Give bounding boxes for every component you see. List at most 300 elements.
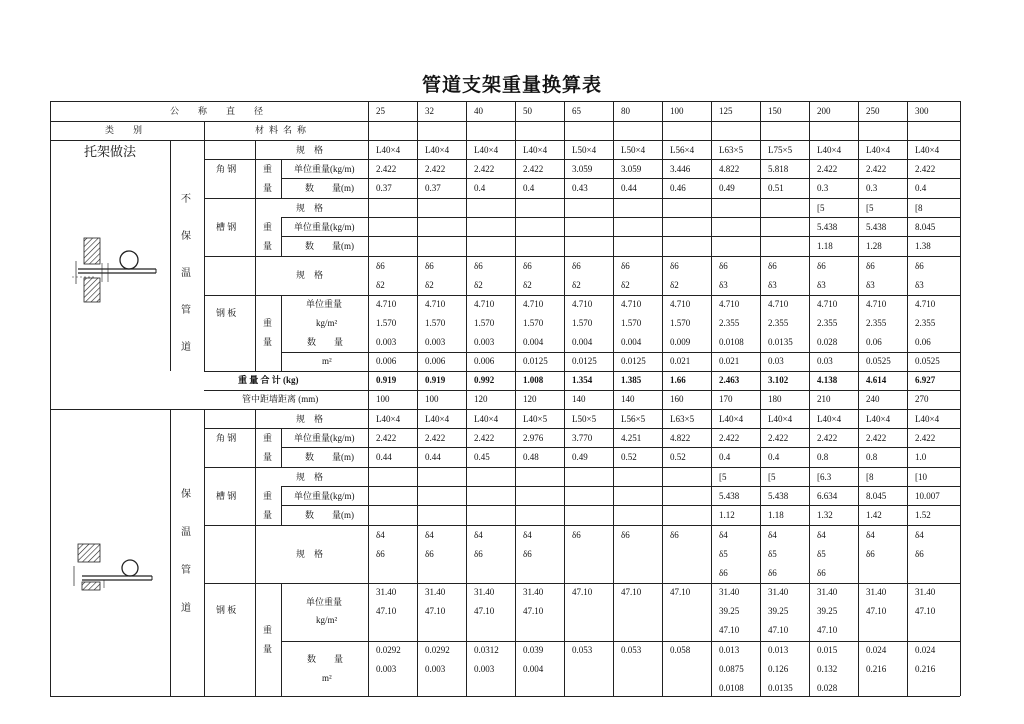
plate-unit-weight-cell: 2.355	[866, 318, 887, 328]
plate-unit-weight-cell: 4.710	[719, 299, 740, 309]
grid-line-vertical	[417, 101, 418, 696]
plate-spec-cell: δ6	[768, 568, 777, 578]
angle-quantity-cell: 0.8	[866, 452, 878, 462]
angle-quantity-cell: 0.49	[572, 452, 588, 462]
grid-line-vertical	[255, 409, 256, 696]
plate-spec-cell: δ6	[474, 549, 483, 559]
plate-quantity-cell: 0.003	[425, 337, 446, 347]
diameter-cell: 250	[866, 106, 880, 116]
weight-char: 量	[263, 241, 273, 251]
channel-quantity-cell: 1.28	[866, 241, 882, 251]
angle-unit-weight-cell: 2.422	[474, 164, 495, 174]
total-weight-cell: 0.992	[474, 375, 495, 385]
plate-spec-cell: δ6	[866, 261, 875, 271]
grid-line-vertical	[564, 101, 565, 696]
plate-quantity-cell: 0.0292	[425, 645, 450, 655]
plate-spec-cell: δ6	[425, 549, 434, 559]
uninsulated-bracket-drawing	[68, 234, 160, 306]
angle-quantity-cell: 0.37	[376, 183, 392, 193]
grid-line-vertical	[170, 409, 171, 696]
angle-unit-weight-cell: 2.422	[817, 433, 838, 443]
angle-quantity-cell: 0.44	[621, 183, 637, 193]
plate-spec-cell: δ4	[915, 530, 924, 540]
grid-line-horizontal	[204, 390, 960, 391]
plate-spec-cell: δ3	[817, 280, 826, 290]
angle-steel-label-1: 角 钢	[216, 164, 237, 174]
grid-line-vertical	[281, 159, 282, 198]
diameter-cell: 150	[768, 106, 782, 116]
plate-quantity-cell: 0.028	[817, 337, 838, 347]
channel-quantity-cell: 1.18	[768, 510, 784, 520]
plate-quantity-cell: 0.024	[915, 645, 936, 655]
grid-line-vertical	[613, 101, 614, 696]
plate-spec-cell: δ6	[572, 261, 581, 271]
plate-quantity-cell: 0.0135	[768, 337, 793, 347]
plate-quantity-cell: 0.003	[474, 664, 495, 674]
unit-weight-label: 单位重量(kg/m)	[294, 222, 355, 232]
grid-line-vertical	[50, 101, 51, 696]
channel-spec-cell: [5	[768, 472, 776, 482]
wall-distance-cell: 180	[768, 394, 782, 404]
plate-quantity-cell: 0.004	[621, 337, 642, 347]
angle-spec-cell: L40×4	[425, 145, 450, 155]
plate-quantity-cell: 0.028	[817, 683, 838, 693]
plate-spec-cell: δ6	[817, 261, 826, 271]
channel-steel-label-1: 槽 钢	[216, 222, 237, 232]
wall-distance-cell: 120	[474, 394, 488, 404]
angle-quantity-cell: 1.0	[915, 452, 927, 462]
angle-quantity-cell: 0.44	[425, 452, 441, 462]
plate-unit-weight-cell: 47.10	[474, 606, 495, 616]
angle-quantity-cell: 0.3	[817, 183, 829, 193]
wall-distance-cell: 240	[866, 394, 880, 404]
angle-steel-label-2: 角 钢	[216, 433, 237, 443]
diameter-cell: 50	[523, 106, 532, 116]
plate-spec-cell: δ5	[768, 549, 777, 559]
plate-unit-weight-cell: 47.10	[621, 587, 642, 597]
plate-unit-weight-cell: 1.570	[376, 318, 397, 328]
channel-quantity-cell: 1.42	[866, 510, 882, 520]
angle-unit-weight-cell: 4.251	[621, 433, 642, 443]
wall-distance-cell: 210	[817, 394, 831, 404]
angle-spec-cell: L63×5	[719, 145, 744, 155]
grid-line-horizontal	[204, 159, 960, 160]
diameter-cell: 125	[719, 106, 733, 116]
angle-spec-cell: L40×4	[768, 414, 793, 424]
diameter-cell: 40	[474, 106, 483, 116]
plate-unit-weight-cell: 4.710	[817, 299, 838, 309]
plate-spec-cell: δ2	[376, 280, 385, 290]
plate-quantity-cell: 0.0875	[719, 664, 744, 674]
channel-steel-label-2: 槽 钢	[216, 491, 237, 501]
plate-unit-weight-cell: 31.40	[523, 587, 544, 597]
angle-unit-weight-cell: 5.818	[768, 164, 789, 174]
plate-quantity-cell: 0.013	[768, 645, 789, 655]
plate-spec-cell: δ6	[670, 530, 679, 540]
spec-label: 规 格	[296, 145, 324, 155]
angle-quantity-cell: 0.4	[915, 183, 927, 193]
plate-quantity-cell: 0.021	[670, 356, 691, 366]
angle-spec-cell: L40×4	[866, 145, 891, 155]
angle-spec-cell: L40×5	[523, 414, 548, 424]
angle-spec-cell: L40×4	[376, 145, 401, 155]
diameter-cell: 32	[425, 106, 434, 116]
plate-unit-weight-cell: 1.570	[523, 318, 544, 328]
wall-distance-cell: 100	[376, 394, 390, 404]
plate-quantity-cell: 0.0108	[719, 337, 744, 347]
angle-spec-cell: L40×4	[915, 414, 940, 424]
plate-spec-cell: δ4	[817, 530, 826, 540]
unit-weight-label: 单位重量(kg/m)	[294, 433, 355, 443]
plate-quantity-cell: 0.0125	[523, 356, 548, 366]
total-weight-cell: 4.614	[866, 375, 887, 385]
grid-line-vertical	[662, 101, 663, 696]
plate-spec-cell: δ2	[670, 280, 679, 290]
unit-label: kg/m²	[316, 318, 338, 328]
grid-line-vertical	[858, 101, 859, 696]
plate-unit-weight-cell: 31.40	[425, 587, 446, 597]
weight-char: 量	[263, 337, 273, 347]
plate-unit-weight-cell: 2.355	[768, 318, 789, 328]
angle-unit-weight-cell: 2.422	[719, 433, 740, 443]
angle-unit-weight-cell: 2.422	[474, 433, 495, 443]
plate-spec-cell: δ6	[621, 261, 630, 271]
plate-quantity-cell: 0.004	[572, 337, 593, 347]
plate-quantity-cell: 0.021	[719, 356, 740, 366]
plate-spec-cell: δ5	[719, 549, 728, 559]
channel-spec-cell: [5	[866, 203, 874, 213]
weight-char: 重	[263, 433, 273, 443]
plate-quantity-cell: 0.058	[670, 645, 691, 655]
angle-quantity-cell: 0.4	[719, 452, 731, 462]
plate-unit-weight-cell: 31.40	[817, 587, 838, 597]
plate-unit-weight-cell: 47.10	[719, 625, 740, 635]
plate-quantity-cell: 0.0292	[376, 645, 401, 655]
channel-unit-weight-cell: 6.634	[817, 491, 838, 501]
wall-distance-cell: 140	[621, 394, 635, 404]
nominal-diameter-label: 公 称 直 径	[170, 106, 269, 116]
plate-quantity-cell: 0.0125	[572, 356, 597, 366]
weight-char: 量	[263, 183, 273, 193]
plate-spec-cell: δ4	[523, 530, 532, 540]
channel-quantity-cell: 1.32	[817, 510, 833, 520]
grid-line-horizontal	[204, 371, 960, 372]
grid-line-vertical	[515, 101, 516, 696]
plate-quantity-cell: 0.015	[817, 645, 838, 655]
angle-quantity-cell: 0.43	[572, 183, 588, 193]
plate-spec-cell: δ4	[866, 530, 875, 540]
plate-spec-cell: δ4	[768, 530, 777, 540]
angle-unit-weight-cell: 3.059	[572, 164, 593, 174]
grid-line-horizontal	[50, 696, 960, 697]
plate-unit-weight-cell: 4.710	[670, 299, 691, 309]
plate-unit-weight-cell: 31.40	[866, 587, 887, 597]
angle-spec-cell: L40×4	[425, 414, 450, 424]
angle-unit-weight-cell: 2.422	[915, 164, 936, 174]
channel-spec-cell: [8	[915, 203, 923, 213]
plate-spec-cell: δ6	[915, 549, 924, 559]
weight-char: 量	[263, 510, 273, 520]
grid-line-vertical	[204, 121, 205, 371]
grid-line-vertical	[760, 101, 761, 696]
plate-quantity-cell: 0.132	[817, 664, 838, 674]
weight-char: 重	[263, 491, 273, 501]
diameter-cell: 200	[817, 106, 831, 116]
angle-spec-cell: L40×4	[474, 145, 499, 155]
plate-unit-weight-cell: 1.570	[425, 318, 446, 328]
diameter-cell: 80	[621, 106, 630, 116]
plate-spec-cell: δ2	[425, 280, 434, 290]
plate-unit-weight-cell: 1.570	[474, 318, 495, 328]
spec-label: 规 格	[296, 270, 324, 280]
plate-spec-cell: δ6	[768, 261, 777, 271]
angle-quantity-cell: 0.37	[425, 183, 441, 193]
plate-unit-weight-cell: 39.25	[768, 606, 789, 616]
plate-spec-cell: δ6	[523, 261, 532, 271]
channel-unit-weight-cell: 5.438	[866, 222, 887, 232]
plate-quantity-cell: 0.0135	[768, 683, 793, 693]
unit-label: m²	[322, 356, 332, 366]
plate-spec-cell: δ6	[376, 261, 385, 271]
section-uninsulated-label: 不 保 温 管 道	[181, 194, 191, 353]
angle-quantity-cell: 0.46	[670, 183, 686, 193]
channel-quantity-cell: 1.52	[915, 510, 931, 520]
grid-line-vertical	[281, 217, 282, 256]
angle-unit-weight-cell: 2.422	[866, 433, 887, 443]
angle-unit-weight-cell: 2.422	[425, 433, 446, 443]
angle-spec-cell: L50×4	[572, 145, 597, 155]
plate-unit-weight-cell: 47.10	[670, 587, 691, 597]
steel-plate-label-2: 钢 板	[216, 605, 237, 615]
wall-distance-cell: 170	[719, 394, 733, 404]
diameter-cell: 100	[670, 106, 684, 116]
grid-line-horizontal	[50, 140, 960, 141]
angle-unit-weight-cell: 4.822	[719, 164, 740, 174]
plate-unit-weight-cell: 4.710	[768, 299, 789, 309]
wall-distance-cell: 120	[523, 394, 537, 404]
weight-char: 重	[263, 222, 273, 232]
plate-unit-weight-cell: 4.710	[523, 299, 544, 309]
grid-line-horizontal	[204, 295, 960, 296]
plate-spec-cell: δ2	[572, 280, 581, 290]
angle-spec-cell: L50×5	[572, 414, 597, 424]
plate-spec-cell: δ6	[866, 549, 875, 559]
plate-unit-weight-cell: 1.570	[670, 318, 691, 328]
angle-quantity-cell: 0.4	[474, 183, 486, 193]
grid-line-vertical	[809, 101, 810, 696]
angle-spec-cell: L63×5	[670, 414, 695, 424]
page-title: 管道支架重量换算表	[421, 74, 602, 96]
support-method-label: 托架做法	[84, 145, 137, 160]
wall-distance-cell: 270	[915, 394, 929, 404]
grid-line-horizontal	[50, 409, 960, 410]
plate-quantity-cell: 0.009	[670, 337, 691, 347]
channel-unit-weight-cell: 5.438	[817, 222, 838, 232]
grid-line-vertical	[907, 101, 908, 696]
channel-spec-cell: [10	[915, 472, 927, 482]
plate-unit-weight-cell: 47.10	[572, 587, 593, 597]
plate-quantity-cell: 0.126	[768, 664, 789, 674]
angle-spec-cell: L40×4	[915, 145, 940, 155]
wall-distance-cell: 160	[670, 394, 684, 404]
plate-spec-cell: δ3	[915, 280, 924, 290]
plate-unit-weight-cell: 47.10	[768, 625, 789, 635]
total-weight-cell: 1.66	[670, 375, 686, 385]
grid-line-horizontal	[204, 525, 960, 526]
plate-spec-cell: δ6	[523, 549, 532, 559]
plate-unit-weight-cell: 47.10	[817, 625, 838, 635]
plate-unit-weight-cell: 1.570	[572, 318, 593, 328]
plate-quantity-cell: 0.006	[474, 356, 495, 366]
weight-char: 量	[263, 644, 273, 654]
angle-unit-weight-cell: 3.446	[670, 164, 691, 174]
plate-quantity-cell: 0.039	[523, 645, 544, 655]
total-weight-cell: 6.927	[915, 375, 936, 385]
plate-spec-cell: δ6	[670, 261, 679, 271]
angle-spec-cell: L40×4	[866, 414, 891, 424]
plate-unit-weight-cell: 4.710	[572, 299, 593, 309]
diameter-cell: 300	[915, 106, 929, 116]
angle-quantity-cell: 0.52	[621, 452, 637, 462]
unit-weight-label: 单位重量	[306, 299, 343, 309]
quantity-label: 数 量(m)	[305, 452, 354, 462]
angle-unit-weight-cell: 2.422	[817, 164, 838, 174]
angle-unit-weight-cell: 2.422	[523, 164, 544, 174]
grid-line-horizontal	[50, 121, 960, 122]
plate-quantity-cell: 0.003	[376, 664, 397, 674]
grid-line-vertical	[281, 295, 282, 371]
spec-label: 规 格	[296, 203, 324, 213]
angle-quantity-cell: 0.4	[523, 183, 535, 193]
plate-spec-cell: δ6	[621, 530, 630, 540]
plate-quantity-cell: 0.003	[425, 664, 446, 674]
plate-quantity-cell: 0.024	[866, 645, 887, 655]
plate-unit-weight-cell: 4.710	[915, 299, 936, 309]
plate-spec-cell: δ4	[425, 530, 434, 540]
material-name-label: 材料名称	[255, 125, 312, 135]
plate-unit-weight-cell: 47.10	[425, 606, 446, 616]
plate-unit-weight-cell: 39.25	[719, 606, 740, 616]
grid-line-vertical	[204, 409, 205, 696]
angle-quantity-cell: 0.51	[768, 183, 784, 193]
channel-unit-weight-cell: 8.045	[866, 491, 887, 501]
plate-unit-weight-cell: 2.355	[817, 318, 838, 328]
angle-quantity-cell: 0.45	[474, 452, 490, 462]
total-weight-cell: 1.008	[523, 375, 544, 385]
plate-spec-cell: δ4	[376, 530, 385, 540]
plate-spec-cell: δ4	[474, 530, 483, 540]
plate-quantity-cell: 0.003	[376, 337, 397, 347]
plate-spec-cell: δ2	[523, 280, 532, 290]
plate-unit-weight-cell: 47.10	[866, 606, 887, 616]
plate-quantity-cell: 0.0125	[621, 356, 646, 366]
spec-label: 规 格	[296, 472, 324, 482]
plate-spec-cell: δ4	[719, 530, 728, 540]
unit-label: m²	[322, 673, 332, 683]
plate-unit-weight-cell: 31.40	[376, 587, 397, 597]
angle-unit-weight-cell: 2.422	[425, 164, 446, 174]
angle-unit-weight-cell: 2.422	[915, 433, 936, 443]
total-weight-cell: 4.138	[817, 375, 838, 385]
plate-quantity-cell: 0.004	[523, 337, 544, 347]
diameter-cell: 25	[376, 106, 385, 116]
channel-spec-cell: [5	[817, 203, 825, 213]
plate-unit-weight-cell: 47.10	[523, 606, 544, 616]
total-weight-cell: 1.385	[621, 375, 642, 385]
angle-unit-weight-cell: 3.059	[621, 164, 642, 174]
plate-unit-weight-cell: 39.25	[817, 606, 838, 616]
angle-spec-cell: L40×4	[817, 414, 842, 424]
plate-unit-weight-cell: 47.10	[376, 606, 397, 616]
plate-quantity-cell: 0.006	[425, 356, 446, 366]
plate-quantity-cell: 0.053	[621, 645, 642, 655]
plate-unit-weight-cell: 47.10	[915, 606, 936, 616]
plate-quantity-cell: 0.0312	[474, 645, 499, 655]
plate-quantity-cell: 0.013	[719, 645, 740, 655]
plate-quantity-cell: 0.0525	[866, 356, 891, 366]
quantity-label: 数 量(m)	[305, 510, 354, 520]
plate-spec-cell: δ3	[768, 280, 777, 290]
grid-line-horizontal	[204, 583, 960, 584]
grid-line-vertical	[281, 486, 282, 525]
grid-line-horizontal	[204, 428, 960, 429]
angle-spec-cell: L40×4	[523, 145, 548, 155]
plate-unit-weight-cell: 4.710	[425, 299, 446, 309]
angle-unit-weight-cell: 2.422	[866, 164, 887, 174]
angle-spec-cell: L56×5	[621, 414, 646, 424]
angle-spec-cell: L40×4	[719, 414, 744, 424]
plate-unit-weight-cell: 1.570	[621, 318, 642, 328]
total-weight-label: 重 量 合 计 (kg)	[238, 375, 299, 385]
plate-quantity-cell: 0.03	[768, 356, 784, 366]
total-weight-cell: 0.919	[425, 375, 446, 385]
plate-unit-weight-cell: 31.40	[915, 587, 936, 597]
grid-line-vertical	[255, 140, 256, 371]
total-weight-cell: 1.354	[572, 375, 593, 385]
category-label: 类 别	[105, 125, 148, 135]
insulated-bracket-drawing	[68, 542, 160, 592]
steel-plate-label-1: 钢 板	[216, 308, 237, 318]
channel-spec-cell: [6.3	[817, 472, 832, 482]
angle-unit-weight-cell: 2.422	[768, 433, 789, 443]
quantity-label: 数 量(m)	[305, 241, 354, 251]
plate-unit-weight-cell: 31.40	[768, 587, 789, 597]
grid-line-horizontal	[204, 256, 960, 257]
wall-distance-cell: 100	[425, 394, 439, 404]
plate-quantity-cell: 0.216	[915, 664, 936, 674]
channel-spec-cell: [8	[866, 472, 874, 482]
angle-spec-cell: L40×4	[817, 145, 842, 155]
unit-weight-label: 单位重量(kg/m)	[294, 491, 355, 501]
plate-unit-weight-cell: 31.40	[719, 587, 740, 597]
plate-unit-weight-cell: 31.40	[474, 587, 495, 597]
channel-unit-weight-cell: 5.438	[768, 491, 789, 501]
plate-spec-cell: δ2	[474, 280, 483, 290]
angle-quantity-cell: 0.44	[376, 452, 392, 462]
plate-quantity-cell: 0.03	[817, 356, 833, 366]
angle-quantity-cell: 0.8	[817, 452, 829, 462]
plate-quantity-cell: 0.06	[915, 337, 931, 347]
section-insulated-label: 保 温 管 道	[181, 489, 191, 614]
channel-quantity-cell: 1.18	[817, 241, 833, 251]
total-weight-cell: 2.463	[719, 375, 740, 385]
grid-line-vertical	[281, 583, 282, 696]
channel-unit-weight-cell: 8.045	[915, 222, 936, 232]
channel-quantity-cell: 1.12	[719, 510, 735, 520]
plate-spec-cell: δ6	[474, 261, 483, 271]
plate-quantity-cell: 0.006	[376, 356, 397, 366]
plate-quantity-cell: 0.003	[474, 337, 495, 347]
